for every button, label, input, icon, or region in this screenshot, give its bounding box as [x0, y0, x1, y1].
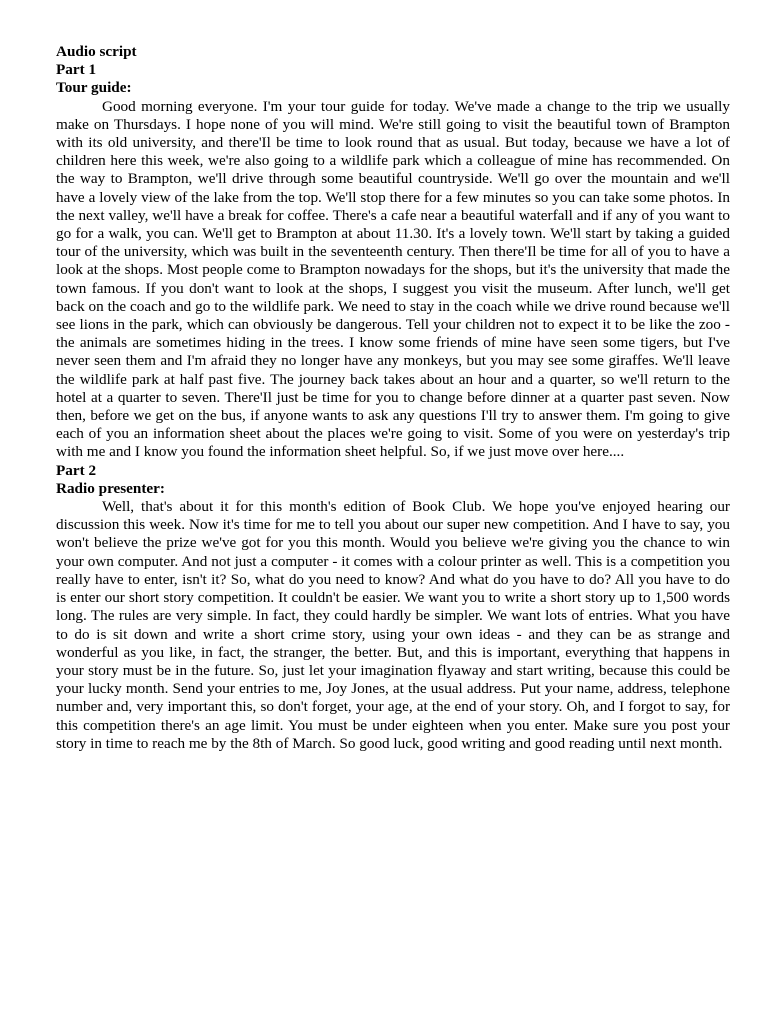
part-2-speaker: Radio presenter:	[56, 479, 165, 497]
part-2-label: Part 2	[56, 461, 97, 479]
part-1-paragraph: Good morning everyone. I'm your tour guide for today. We've made a change to the trip we usually make on Thursdays. I hope none of you will mind. We're still going to visit the beautiful town of Brampton with its old university, and there'Il be time to look round that as usual. But today, because we have a lot of children here this week, we're also going to a wildlife park which a colleague of mine has recommended. On the way to Brampton, we'll drive through some beautiful countryside. We'll go over the mountain and we'll have a lovely view of the lake from the top. We'll stop there for a few minutes so you can take some photos. In the next valley, we'll have a break for coffee. There's a cafe near a beautiful waterfall and if any of you want to go for a walk, you can. We'll get to Brampton at about 11.30. It's a lovely town. We'll start by taking a guided tour of the university, which was built in the seventeenth century. Then there'Il be time for all of you to have a look at the shops. Most people come to Brampton nowadays for the shops, but it's the university that made the town famous. If you don't want to look at the shops, I suggest you visit the museum. After lunch, we'll get back on the coach and go to the wildlife park. We need to stay in the coach while we drive round because we'll see lions in the park, which can obviously be dangerous. Tell your children not to expect it to be like the zoo - the animals are sometimes hiding in the trees. I know some friends of mine have seen some tigers, but I've never seen them and I'm afraid they no longer have any monkeys, but you may see some giraffes. We'll leave the wildlife park at half past five. The journey back takes about an hour and a quarter, so we'll return to the hotel at a quarter to seven. There'Il just be time for you to change before dinner at a quarter past seven. Now then, before we get on the bus, if anyone wants to ask any questions I'll try to answer them. I'm going to give each of you an information sheet about the places we're going to visit. Some of you were on yesterday's trip with me and I know you found the information sheet helpful. So, if we just move over here....	[56, 97, 730, 461]
part-2-paragraph: Well, that's about it for this month's edition of Book Club. We hope you've enjoyed hearing our discussion this week. Now it's time for me to tell you about our super new competition. And I have to say, you won't believe the prize we've got for you this month. Would you believe we're giving you the chance to win your own computer. And not just a computer - it comes with a colour printer as well. This is a competition you really have to enter, isn't it? So, what do you need to know? And what do you have to do? All you have to do is enter our short story competition. It couldn't be easier. We want you to write a short story up to 1,500 words long. The rules are very simple. In fact, they could hardly be simpler. We want lots of entries. What you have to do is sit down and write a short crime story, using your own ideas - and they can be as strange and wonderful as you like, in fact, the stranger, the better. But, and this is important, everything that happens in your story must be in the future. So, just let your imagination flyaway and start writing, because this could be your lucky month. Send your entries to me, Joy Jones, at the usual address. Put your name, address, telephone number and, very important this, so don't forget, your age, at the end of your story. Oh, and I forgot to say, for this competition there's an age limit. You must be under eighteen when you enter. Make sure you post your story in time to reach me by the 8th of March. So good luck, good writing and good reading until next month.	[56, 498, 730, 752]
document-title: Audio script	[56, 43, 137, 60]
document-page	[56, 43, 730, 753]
part-1-label: Part 1	[56, 61, 97, 79]
part-1-speaker: Tour guide:	[56, 79, 132, 97]
